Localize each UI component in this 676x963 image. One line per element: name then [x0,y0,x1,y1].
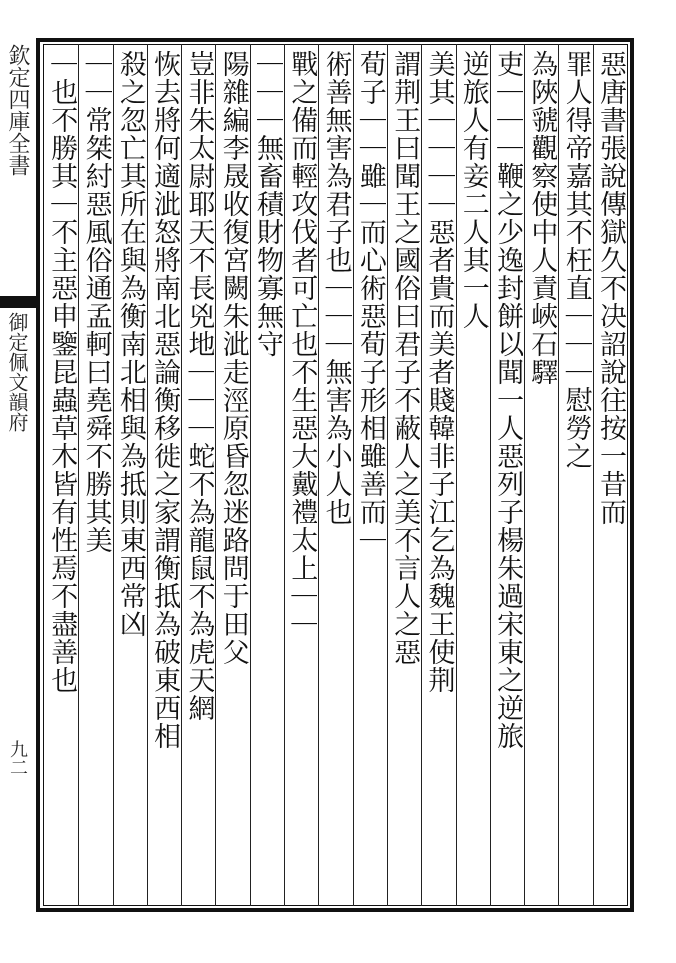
text-column: 術善無害為君子也｜｜｜無害為小人也 [320,50,352,526]
text-column: ｜｜｜無畜積財物寡無守 [252,50,284,358]
text-column: 豈非朱太尉耶天不長兇地｜｜｜蛇不為龍鼠不為虎天網 [183,50,215,722]
margin-page-number: 九二 [7,740,28,776]
text-column: 為陜虢觀察使中人責峽石驛 [526,50,558,386]
column-rule [250,44,251,906]
text-column: 罪人得帝嘉其不枉直｜｜｜慰勞之 [560,50,592,470]
column-rule [113,44,114,906]
text-column: 陽雜編李晟收復宮闕朱泚走涇原昏忽迷路問于田父 [217,50,249,666]
column-rule [387,44,388,906]
column-rule [490,44,491,906]
column-rule [558,44,559,906]
column-rule [147,44,148,906]
text-column: 戰之備而輕攻伐者可亡也不生惡大戴禮太上｜｜ [286,50,318,638]
column-rule [284,44,285,906]
text-column: 惡唐書張說傳獄久不决詔說往按一昔而 [594,50,626,526]
text-column: 殺之忽亡其所在與為衡南北相與為抵則東西常凶 [114,50,146,638]
margin-partial-title: 欽定四庫全書 [5,44,30,176]
fish-tail-mark [0,296,36,308]
column-rule [456,44,457,906]
margin-book-title: 御定佩文韻府 [5,312,29,432]
text-column: ｜也不勝其｜不主惡申鑒昆蟲草木皆有性焉不盡善也 [46,50,78,694]
column-rule [78,44,79,906]
column-rule [353,44,354,906]
column-rule [593,44,594,906]
text-column: 美其｜｜｜｜惡者貴而美者賤韓非子江乞為魏王使荆 [423,50,455,694]
text-column: 吏｜｜｜鞭之少逸封餅以聞一人惡列子楊朱過宋東之逆旅 [492,50,524,750]
column-rule [318,44,319,906]
text-column: ｜｜常桀紂惡風俗通孟軻曰堯舜不勝其美 [80,50,112,554]
text-column: 謂荆王曰聞王之國俗曰君子不蔽人之美不言人之惡 [389,50,421,666]
text-column: 恢去將何適泚怒將南北惡論衡移徙之家謂衡抵為破東西相 [149,50,181,750]
text-column: 逆旅人有妾二人其一人 [457,50,489,330]
column-rule [524,44,525,906]
text-column: 荀子｜｜雖｜而心術惡荀子形相雖善而｜ [354,50,386,554]
column-rule [181,44,182,906]
column-rule [215,44,216,906]
column-rule [421,44,422,906]
